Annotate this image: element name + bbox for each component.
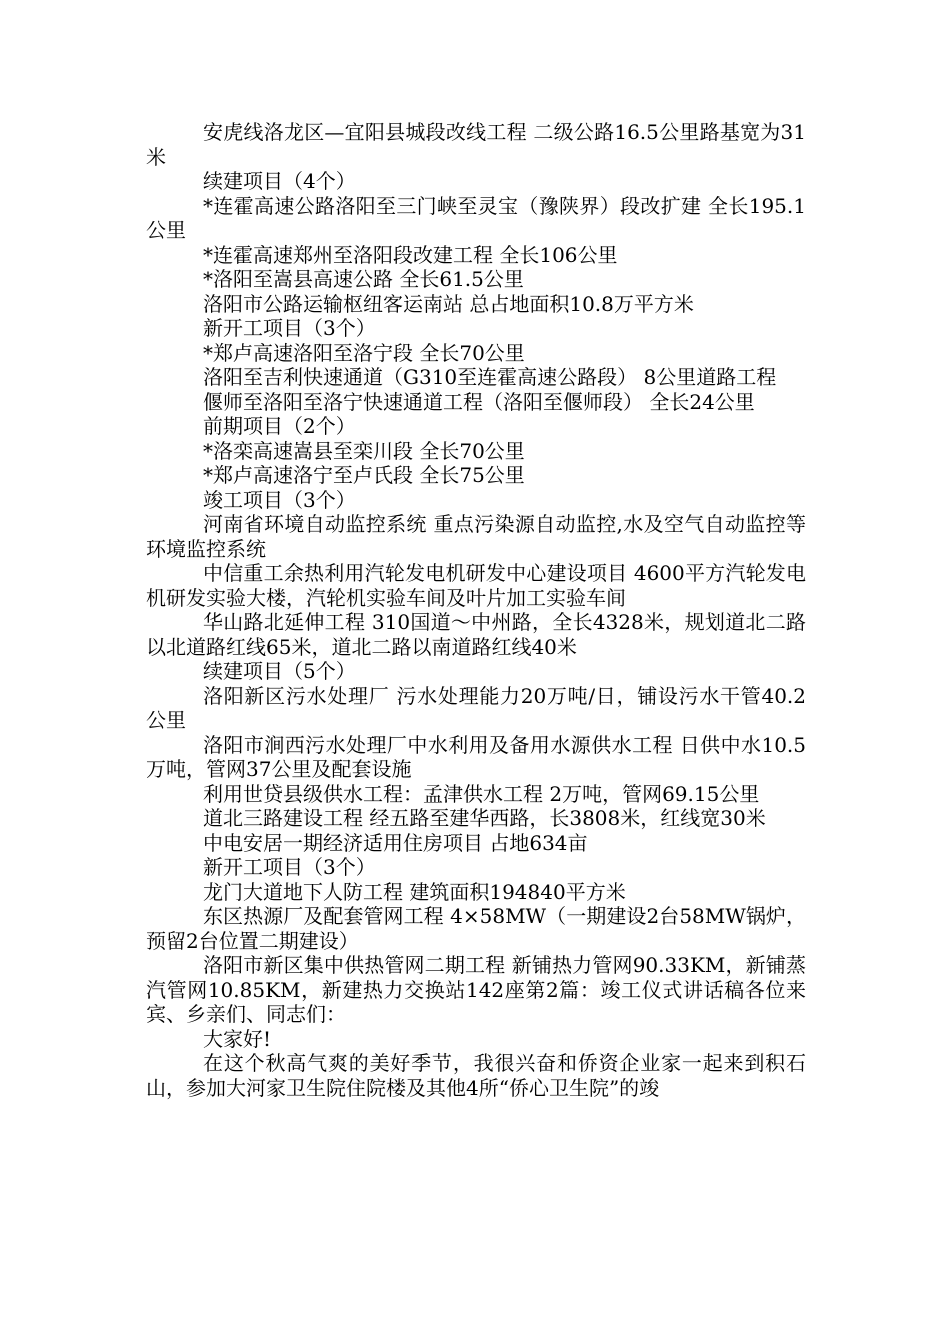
paragraph-8: *郑卢高速洛阳至洛宁段 全长70公里 (203, 340, 525, 365)
paragraph-14: 竣工项目（3个） (203, 487, 356, 512)
paragraph-16: 中信重工余热利用汽轮发电机研发中心建设项目 4600平方汽轮发电机研发实验大楼，汽轮机实验车间及叶片加工实验车间 (146, 561, 806, 610)
paragraph-18: 续建项目（5个） (203, 659, 356, 683)
paragraph-1: 安虎线洛龙区—宜阳县城段改线工程 二级公路16.5公里路基宽为31米 (146, 120, 806, 169)
paragraph-5: *洛阳至嵩县高速公路 全长61.5公里 (203, 267, 524, 291)
paragraph-20: 洛阳市涧西污水处理厂中水利用及备用水源供水工程 日供中水10.5万吨，管网37公里及配套设施 (146, 732, 806, 781)
paragraph-13: *郑卢高速洛宁至卢氏段 全长75公里 (203, 463, 525, 487)
paragraph-26: 东区热源厂及配套管网工程 4×58MW（一期建设2台58MW锅炉，预留2台位置二期建设） (146, 904, 806, 953)
paragraph-11: 前期项目（2个） (203, 414, 356, 438)
paragraph-10: 偃师至洛阳至洛宁快速通道工程（洛阳至偃师段） 全长24公里 (203, 389, 755, 414)
paragraph-27: 洛阳市新区集中供热管网二期工程 新铺热力管网90.33KM，新铺蒸汽管网10.85KM，新建热力交换站142座第2篇：竣工仪式讲话稿各位来宾、乡亲们、同志们： (146, 953, 806, 1026)
paragraph-21: 利用世贷县级供水工程：孟津供水工程 2万吨，管网69.15公里 (203, 781, 760, 806)
paragraph-3: *连霍高速公路洛阳至三门峡至灵宝（豫陕界）段改扩建 全长195.1公里 (146, 193, 806, 242)
paragraph-29: 在这个秋高气爽的美好季节，我很兴奋和侨资企业家一起来到积石山，参加大河家卫生院住院楼及其他4所“侨心卫生院”的竣 (146, 1051, 806, 1100)
paragraph-25: 龙门大道地下人防工程 建筑面积194840平方米 (203, 879, 626, 904)
paragraph-2: 续建项目（4个） (203, 169, 356, 193)
paragraph-4: *连霍高速郑州至洛阳段改建工程 全长106公里 (203, 242, 618, 267)
paragraph-7: 新开工项目（3个） (203, 316, 376, 340)
paragraph-19: 洛阳新区污水处理厂 污水处理能力20万吨/日，铺设污水干管40.2公里 (146, 683, 806, 732)
paragraph-24: 新开工项目（3个） (203, 855, 376, 879)
paragraph-15: 河南省环境自动监控系统 重点污染源自动监控,水及空气自动监控等环境监控系统 (146, 512, 806, 561)
paragraph-9: 洛阳至吉利快速通道（G310至连霍高速公路段） 8公里道路工程 (203, 365, 777, 389)
document-body (146, 120, 806, 1100)
paragraph-6: 洛阳市公路运输枢纽客运南站 总占地面积10.8万平方米 (203, 291, 694, 316)
paragraph-28: 大家好! (203, 1026, 272, 1051)
paragraph-23: 中电安居一期经济适用住房项目 占地634亩 (203, 830, 588, 855)
paragraph-12: *洛栾高速嵩县至栾川段 全长70公里 (203, 438, 525, 463)
paragraph-22: 道北三路建设工程 经五路至建华西路，长3808米，红线宽30米 (203, 806, 766, 830)
paragraph-17: 华山路北延伸工程 310国道～中州路，全长4328米，规划道北二路以北道路红线65米，道北二路以南道路红线40米 (146, 610, 806, 659)
